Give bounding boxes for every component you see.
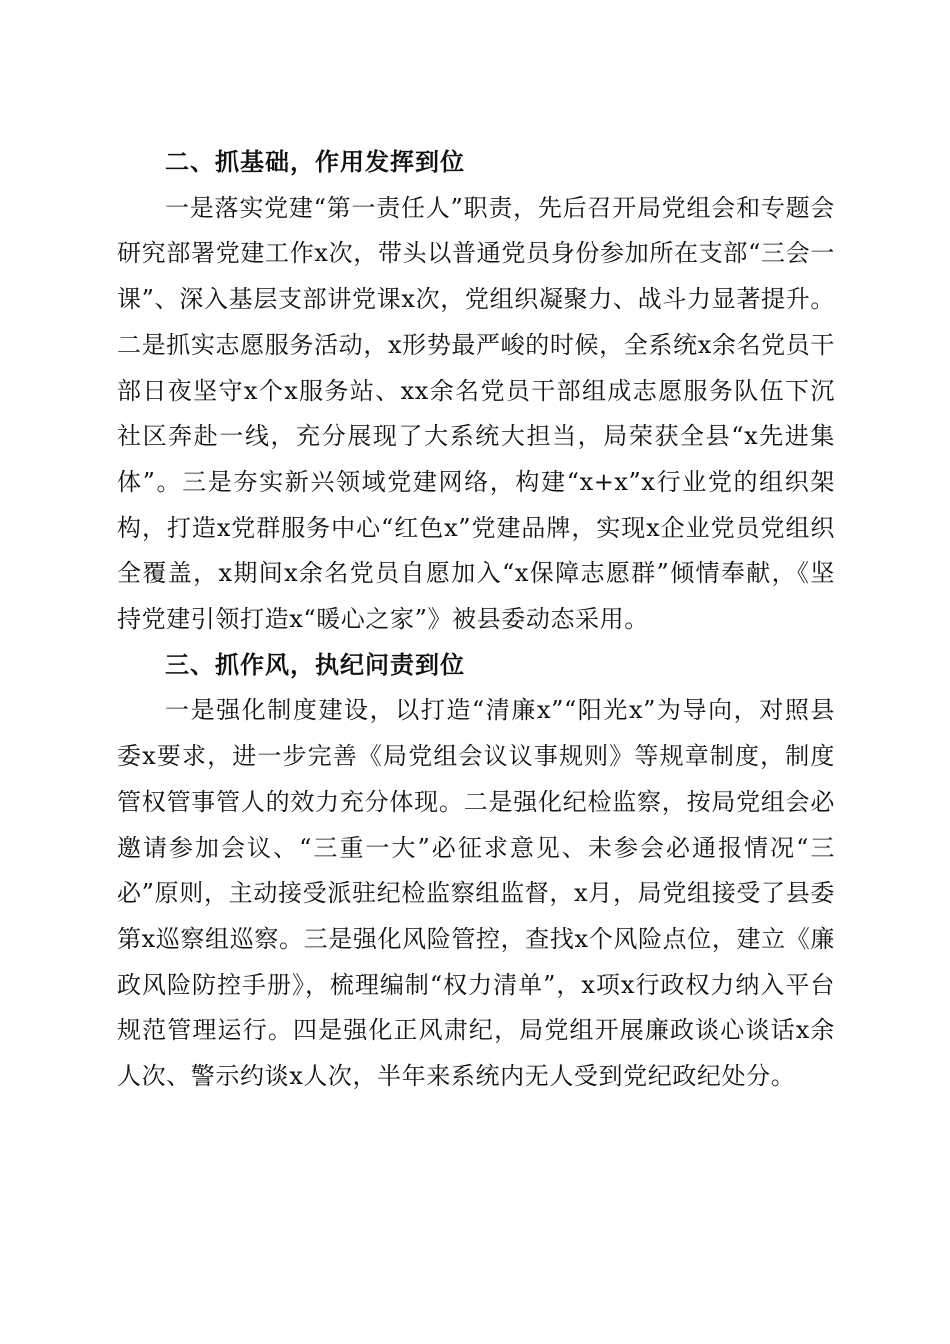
section-3 [117,643,835,1100]
section-heading: 二、抓基础，作用发挥到位 [165,148,465,176]
section-2 [117,140,835,643]
section-paragraph: 一是落实党建“第一责任人”职责，先后召开局党组会和专题会研究部署党建工作x次，带头以普通党员身份参加所在支部“三会一课”、深入基层支部讲党课x次，党组织凝聚力、战斗力显著提升。二是抓实志愿服务活动，x形势最严峻的时候，全系统x余名党员干部日夜坚守x个x服务站、xx余名党员干部组成志愿服务队伍下沉社区奔赴一线，充分展现了大系统大担当，局荣获全县“x先进集体”。三是夯实新兴领域党建网络，构建“x+x”x行业党的组织架构，打造x党群服务中心“红色x”党建品牌，实现x企业党员党组织全覆盖，x期间x余名党员自愿加入“x保障志愿群”倾情奉献，《坚持党建引领打造x“暖心之家”》被县委动态采用。 [117,193,835,634]
document-page [117,140,835,1100]
section-heading: 三、抓作风，执纪问责到位 [165,650,465,679]
section-paragraph: 一是强化制度建设，以打造“清廉x”“阳光x”为导向，对照县委x要求，进一步完善《局党组会议议事规则》等规章制度，制度管权管事管人的效力充分体现。二是强化纪检监察，按局党组会必邀请参加会议、“三重一大”必征求意见、未参会必通报情况“三必”原则，主动接受派驻纪检监察组监督，x月，局党组接受了县委第x巡察组巡察。三是强化风险管控，查找x个风险点位，建立《廉政风险防控手册》，梳理编制“权力清单”，x项x行政权力纳入平台规范管理运行。四是强化正风肃纪，局党组开展廉政谈心谈话x余人次、警示约谈x人次，半年来系统内无人受到党纪政纪处分。 [117,696,835,1091]
